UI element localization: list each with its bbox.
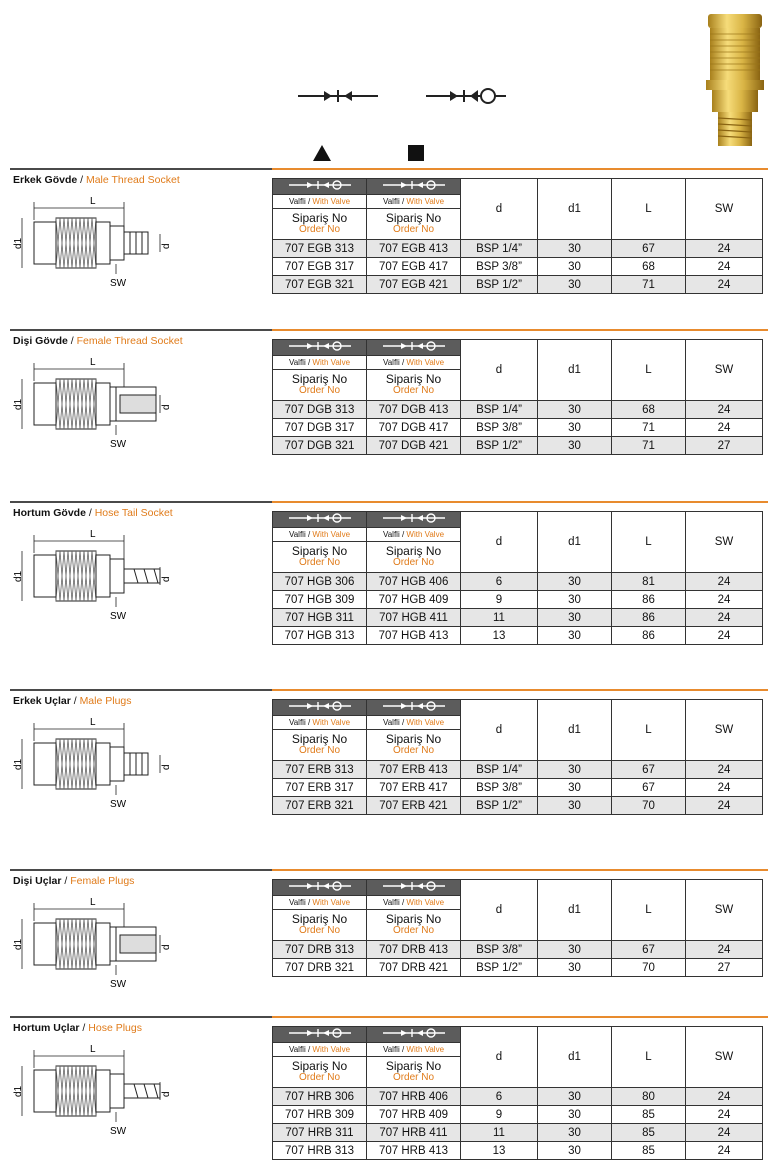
col-header-order-no: Sipariş No Order No xyxy=(367,1057,461,1088)
col-header-d1: d1 xyxy=(538,700,612,761)
valve-symbol-icon xyxy=(287,1027,353,1039)
table-cell: 707 ERB 421 xyxy=(367,797,461,815)
table-cell: 707 DGB 313 xyxy=(273,401,367,419)
table-cell: 707 EGB 317 xyxy=(273,258,367,276)
table-cell: BSP 1/2” xyxy=(461,276,538,294)
table-cell: 67 xyxy=(612,240,686,258)
table-cell: 24 xyxy=(686,797,763,815)
spec-table xyxy=(272,879,763,977)
table-row xyxy=(273,1106,763,1124)
table-cell: 24 xyxy=(686,941,763,959)
valve-symbol-cell xyxy=(273,512,367,528)
table-cell: 24 xyxy=(686,401,763,419)
table-cell: 9 xyxy=(461,1106,538,1124)
spec-table xyxy=(272,339,763,455)
table-row xyxy=(273,591,763,609)
table-cell: 24 xyxy=(686,1124,763,1142)
valve-symbol-cell xyxy=(273,880,367,896)
section-title-en: Female Plugs xyxy=(70,875,135,887)
table-cell: 70 xyxy=(612,959,686,977)
table-cell: 67 xyxy=(612,761,686,779)
table-cell: 85 xyxy=(612,1142,686,1160)
col-header-L: L xyxy=(612,1027,686,1088)
section-title-tr: Hortum Gövde xyxy=(13,507,86,519)
table-cell: 24 xyxy=(686,276,763,294)
table-cell: 707 HGB 411 xyxy=(367,609,461,627)
section-divider xyxy=(10,1016,768,1018)
table-cell: 707 EGB 421 xyxy=(367,276,461,294)
table-cell: 30 xyxy=(538,1124,612,1142)
table-cell: BSP 3/8” xyxy=(461,419,538,437)
col-header-d: d xyxy=(461,340,538,401)
section-divider xyxy=(10,168,768,170)
dim-d-label: d xyxy=(161,404,172,410)
section-title: Erkek Gövde / Male Thread Socket xyxy=(13,174,180,186)
table-cell: BSP 1/4” xyxy=(461,240,538,258)
col-header-L: L xyxy=(612,700,686,761)
spec-table xyxy=(272,699,763,815)
table-cell: 30 xyxy=(538,1106,612,1124)
col-header-order-no: Sipariş No Order No xyxy=(273,730,367,761)
col-header-L: L xyxy=(612,512,686,573)
table-cell: 80 xyxy=(612,1088,686,1106)
table-row xyxy=(273,797,763,815)
table-cell: 30 xyxy=(538,258,612,276)
valve-symbol-icon xyxy=(381,880,447,892)
table-cell: 68 xyxy=(612,258,686,276)
table-cell: 86 xyxy=(612,609,686,627)
table-cell: 81 xyxy=(612,573,686,591)
valve-symbol-icon xyxy=(381,1027,447,1039)
table-cell: 71 xyxy=(612,437,686,455)
col-header-d: d xyxy=(461,512,538,573)
valve-symbol-cell xyxy=(367,512,461,528)
valve-symbol-icon xyxy=(287,340,353,352)
col-header-L: L xyxy=(612,340,686,401)
table-cell: BSP 1/2” xyxy=(461,437,538,455)
valve-symbol-cell xyxy=(367,1027,461,1043)
table-cell: 86 xyxy=(612,627,686,645)
table-cell: 707 ERB 417 xyxy=(367,779,461,797)
col-header-order-no: Sipariş No Order No xyxy=(273,209,367,240)
table-cell: 707 HRB 306 xyxy=(273,1088,367,1106)
table-cell: 707 HGB 311 xyxy=(273,609,367,627)
table-cell: 707 DGB 317 xyxy=(273,419,367,437)
table-cell: 24 xyxy=(686,1088,763,1106)
section-title-en: Hose Plugs xyxy=(88,1022,142,1034)
table-row xyxy=(273,959,763,977)
table-cell: BSP 1/2” xyxy=(461,797,538,815)
table-cell: 707 EGB 321 xyxy=(273,276,367,294)
col-header-order-no: Sipariş No Order No xyxy=(273,542,367,573)
table-row xyxy=(273,761,763,779)
coupling-dimension-diagram xyxy=(12,891,172,1001)
valve-symbol-icon xyxy=(287,700,353,712)
section-divider xyxy=(10,501,768,503)
table-row xyxy=(273,401,763,419)
spec-table xyxy=(272,178,763,294)
table-cell: 70 xyxy=(612,797,686,815)
table-cell: 707 HGB 413 xyxy=(367,627,461,645)
col-header-order-no: Sipariş No Order No xyxy=(367,730,461,761)
table-cell: 6 xyxy=(461,1088,538,1106)
table-cell: 13 xyxy=(461,627,538,645)
dim-SW-label: SW xyxy=(110,799,127,810)
dim-d1-label: d1 xyxy=(13,1085,24,1097)
table-cell: 707 ERB 317 xyxy=(273,779,367,797)
table-cell: 707 EGB 417 xyxy=(367,258,461,276)
table-cell: BSP 3/8” xyxy=(461,258,538,276)
table-cell: 85 xyxy=(612,1124,686,1142)
table-row xyxy=(273,276,763,294)
table-cell: 68 xyxy=(612,401,686,419)
table-cell: 30 xyxy=(538,627,612,645)
dim-L-label: L xyxy=(90,529,96,540)
table-cell: 707 HGB 313 xyxy=(273,627,367,645)
valve-symbol-icon xyxy=(287,179,353,191)
table-cell: 71 xyxy=(612,276,686,294)
dim-SW-label: SW xyxy=(110,278,127,289)
table-cell: 707 DRB 321 xyxy=(273,959,367,977)
table-cell: 85 xyxy=(612,1106,686,1124)
valve-symbol-cell xyxy=(367,179,461,195)
col-header-order-no: Sipariş No Order No xyxy=(367,370,461,401)
table-cell: 30 xyxy=(538,1088,612,1106)
table-cell: 707 HRB 411 xyxy=(367,1124,461,1142)
table-cell: 71 xyxy=(612,419,686,437)
valve-symbol-icon xyxy=(381,512,447,524)
col-header-order-no: Sipariş No Order No xyxy=(273,370,367,401)
col-header-L: L xyxy=(612,179,686,240)
section-divider xyxy=(10,869,768,871)
section-title: Dişi Gövde / Female Thread Socket xyxy=(13,335,183,347)
dim-d-label: d xyxy=(161,576,172,582)
table-cell: 30 xyxy=(538,941,612,959)
dim-L-label: L xyxy=(90,1044,96,1055)
table-cell: BSP 3/8” xyxy=(461,941,538,959)
table-cell: BSP 3/8” xyxy=(461,779,538,797)
col-header-d1: d1 xyxy=(538,512,612,573)
section-divider xyxy=(10,689,768,691)
valve-label: Valfli / With Valve xyxy=(273,716,367,730)
table-cell: 24 xyxy=(686,627,763,645)
valve-symbol-cell xyxy=(367,340,461,356)
table-cell: 30 xyxy=(538,401,612,419)
table-cell: 707 HGB 406 xyxy=(367,573,461,591)
table-cell: 707 HRB 409 xyxy=(367,1106,461,1124)
table-row xyxy=(273,258,763,276)
valve-label: Valfli / With Valve xyxy=(367,356,461,370)
table-cell: 707 DRB 313 xyxy=(273,941,367,959)
table-cell: 27 xyxy=(686,959,763,977)
col-header-order-no: Sipariş No Order No xyxy=(273,1057,367,1088)
table-cell: 30 xyxy=(538,276,612,294)
col-header-SW: SW xyxy=(686,340,763,401)
valve-label: Valfli / With Valve xyxy=(367,716,461,730)
table-cell: 707 HRB 311 xyxy=(273,1124,367,1142)
valve-symbol-cell xyxy=(273,1027,367,1043)
table-row xyxy=(273,779,763,797)
col-header-order-no: Sipariş No Order No xyxy=(367,542,461,573)
section-title-en: Female Thread Socket xyxy=(76,335,183,347)
valve-symbol-icon xyxy=(381,340,447,352)
table-cell: 707 DGB 413 xyxy=(367,401,461,419)
table-row xyxy=(273,609,763,627)
dim-L-label: L xyxy=(90,357,96,368)
table-cell: 707 HGB 306 xyxy=(273,573,367,591)
table-cell: 11 xyxy=(461,609,538,627)
section-title-en: Male Plugs xyxy=(79,695,132,707)
table-cell: 30 xyxy=(538,573,612,591)
table-cell: 707 EGB 313 xyxy=(273,240,367,258)
col-header-d1: d1 xyxy=(538,1027,612,1088)
table-cell: 707 EGB 413 xyxy=(367,240,461,258)
table-cell: 6 xyxy=(461,573,538,591)
coupling-dimension-diagram xyxy=(12,523,172,633)
col-header-SW: SW xyxy=(686,700,763,761)
table-cell: 24 xyxy=(686,258,763,276)
valve-symbol-icon xyxy=(287,512,353,524)
table-cell: 24 xyxy=(686,1142,763,1160)
table-row xyxy=(273,941,763,959)
table-cell: 30 xyxy=(538,959,612,977)
section-title-en: Male Thread Socket xyxy=(85,174,180,186)
col-header-d: d xyxy=(461,700,538,761)
col-header-d: d xyxy=(461,179,538,240)
col-header-d: d xyxy=(461,880,538,941)
section-title: Hortum Uçlar / Hose Plugs xyxy=(13,1022,142,1034)
table-cell: 707 HGB 309 xyxy=(273,591,367,609)
col-header-order-no: Sipariş No Order No xyxy=(273,910,367,941)
dim-d1-label: d1 xyxy=(13,570,24,582)
valve-label: Valfli / With Valve xyxy=(367,195,461,209)
table-cell: 27 xyxy=(686,437,763,455)
dim-d1-label: d1 xyxy=(13,758,24,770)
table-cell: 13 xyxy=(461,1142,538,1160)
table-row xyxy=(273,240,763,258)
dim-L-label: L xyxy=(90,196,96,207)
table-cell: 30 xyxy=(538,779,612,797)
dim-L-label: L xyxy=(90,717,96,728)
dim-d-label: d xyxy=(161,1091,172,1097)
table-row xyxy=(273,627,763,645)
spec-table xyxy=(272,511,763,645)
dim-SW-label: SW xyxy=(110,439,127,450)
col-header-d1: d1 xyxy=(538,340,612,401)
table-cell: 30 xyxy=(538,591,612,609)
col-header-SW: SW xyxy=(686,512,763,573)
valve-symbol-cell xyxy=(367,700,461,716)
table-cell: 707 HRB 309 xyxy=(273,1106,367,1124)
table-cell: 707 ERB 313 xyxy=(273,761,367,779)
valve-label: Valfli / With Valve xyxy=(367,528,461,542)
col-header-d1: d1 xyxy=(538,880,612,941)
table-cell: 24 xyxy=(686,240,763,258)
table-cell: 707 DRB 413 xyxy=(367,941,461,959)
dim-SW-label: SW xyxy=(110,979,127,990)
coupling-dimension-diagram xyxy=(12,711,172,821)
table-cell: 30 xyxy=(538,437,612,455)
table-row xyxy=(273,419,763,437)
valve-symbol-cell xyxy=(273,700,367,716)
table-cell: 707 HRB 413 xyxy=(367,1142,461,1160)
table-cell: 30 xyxy=(538,1142,612,1160)
col-header-d: d xyxy=(461,1027,538,1088)
coupling-dimension-diagram xyxy=(12,1038,172,1148)
square-marker-icon xyxy=(407,144,425,162)
table-cell: 30 xyxy=(538,240,612,258)
table-row xyxy=(273,1088,763,1106)
valve-symbol-icon xyxy=(424,84,508,108)
table-cell: 707 ERB 413 xyxy=(367,761,461,779)
col-header-SW: SW xyxy=(686,880,763,941)
no-valve-symbol-icon xyxy=(296,84,380,108)
table-cell: BSP 1/4” xyxy=(461,761,538,779)
table-cell: 9 xyxy=(461,591,538,609)
section-title-tr: Dişi Gövde xyxy=(13,335,68,347)
valve-label: Valfli / With Valve xyxy=(273,356,367,370)
table-row xyxy=(273,437,763,455)
triangle-marker-icon xyxy=(312,144,332,162)
dim-d1-label: d1 xyxy=(13,237,24,249)
valve-symbol-cell xyxy=(273,340,367,356)
table-cell: 24 xyxy=(686,1106,763,1124)
valve-symbol-cell xyxy=(367,880,461,896)
valve-label: Valfli / With Valve xyxy=(367,896,461,910)
table-cell: 11 xyxy=(461,1124,538,1142)
dim-d-label: d xyxy=(161,944,172,950)
valve-symbol-icon xyxy=(287,880,353,892)
dim-d-label: d xyxy=(161,764,172,770)
section-title-tr: Hortum Uçlar xyxy=(13,1022,80,1034)
dim-SW-label: SW xyxy=(110,1126,127,1137)
dim-SW-label: SW xyxy=(110,611,127,622)
section-divider xyxy=(10,329,768,331)
table-cell: 67 xyxy=(612,941,686,959)
section-title-tr: Erkek Gövde xyxy=(13,174,78,186)
col-header-order-no: Sipariş No Order No xyxy=(367,910,461,941)
coupling-dimension-diagram xyxy=(12,190,172,300)
table-cell: 30 xyxy=(538,797,612,815)
dim-d1-label: d1 xyxy=(13,938,24,950)
dim-d-label: d xyxy=(161,243,172,249)
coupling-product-photo xyxy=(700,10,770,150)
dim-d1-label: d1 xyxy=(13,398,24,410)
table-cell: 707 ERB 321 xyxy=(273,797,367,815)
table-cell: 707 HRB 313 xyxy=(273,1142,367,1160)
table-cell: 707 DGB 417 xyxy=(367,419,461,437)
table-cell: 707 DGB 321 xyxy=(273,437,367,455)
table-cell: 30 xyxy=(538,609,612,627)
section-title: Erkek Uçlar / Male Plugs xyxy=(13,695,132,707)
section-title-tr: Dişi Uçlar xyxy=(13,875,62,887)
table-cell: 24 xyxy=(686,591,763,609)
table-cell: 24 xyxy=(686,779,763,797)
table-cell: 86 xyxy=(612,591,686,609)
table-cell: 24 xyxy=(686,761,763,779)
table-cell: 67 xyxy=(612,779,686,797)
col-header-SW: SW xyxy=(686,1027,763,1088)
table-cell: BSP 1/2” xyxy=(461,959,538,977)
spec-table xyxy=(272,1026,763,1160)
section-title-tr: Erkek Uçlar xyxy=(13,695,71,707)
valve-label: Valfli / With Valve xyxy=(273,896,367,910)
table-row xyxy=(273,1142,763,1160)
table-cell: 24 xyxy=(686,419,763,437)
table-cell: 707 HGB 409 xyxy=(367,591,461,609)
table-cell: 30 xyxy=(538,761,612,779)
col-header-SW: SW xyxy=(686,179,763,240)
valve-symbol-cell xyxy=(273,179,367,195)
table-row xyxy=(273,573,763,591)
dim-L-label: L xyxy=(90,897,96,908)
table-row xyxy=(273,1124,763,1142)
valve-symbol-icon xyxy=(381,179,447,191)
table-cell: 24 xyxy=(686,609,763,627)
valve-label: Valfli / With Valve xyxy=(273,195,367,209)
section-title: Hortum Gövde / Hose Tail Socket xyxy=(13,507,173,519)
section-title-en: Hose Tail Socket xyxy=(94,507,173,519)
valve-symbol-icon xyxy=(381,700,447,712)
col-header-order-no: Sipariş No Order No xyxy=(367,209,461,240)
section-title: Dişi Uçlar / Female Plugs xyxy=(13,875,135,887)
col-header-L: L xyxy=(612,880,686,941)
table-cell: 30 xyxy=(538,419,612,437)
coupling-dimension-diagram xyxy=(12,351,172,461)
table-cell: 707 HRB 406 xyxy=(367,1088,461,1106)
table-cell: BSP 1/4” xyxy=(461,401,538,419)
table-cell: 24 xyxy=(686,573,763,591)
table-cell: 707 DRB 421 xyxy=(367,959,461,977)
col-header-d1: d1 xyxy=(538,179,612,240)
valve-label: Valfli / With Valve xyxy=(273,1043,367,1057)
valve-label: Valfli / With Valve xyxy=(367,1043,461,1057)
table-cell: 707 DGB 421 xyxy=(367,437,461,455)
valve-label: Valfli / With Valve xyxy=(273,528,367,542)
